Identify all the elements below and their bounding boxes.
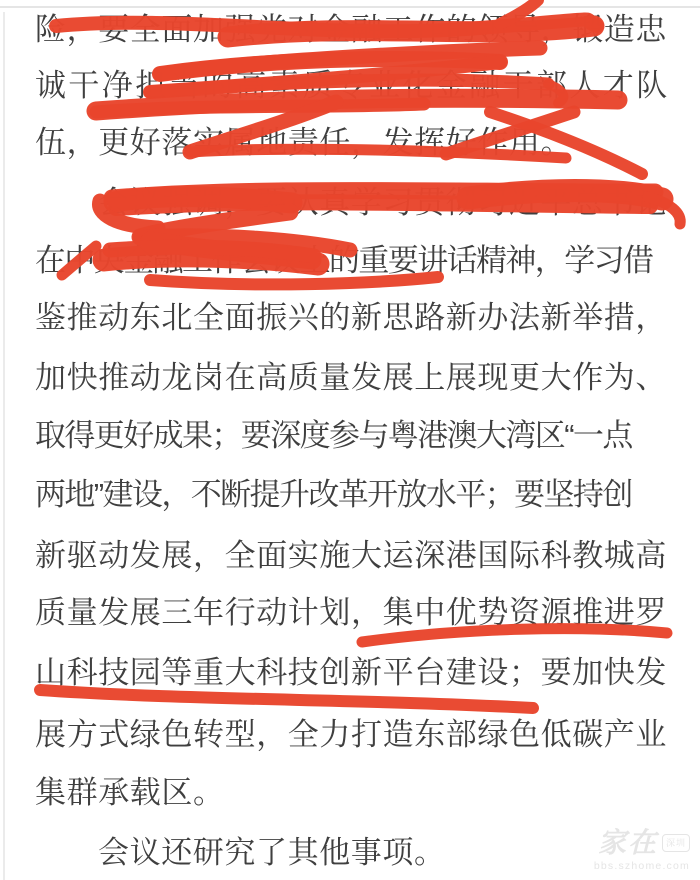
text-line: 两地”建设，不断提升改革开放水平；要坚持创 bbox=[35, 477, 632, 512]
watermark bbox=[594, 828, 690, 872]
text-line: 加快推动龙岗在高质量发展上展现更大作为、 bbox=[35, 360, 667, 395]
watermark-badge: 深圳 bbox=[662, 834, 690, 852]
watermark-site: bbs.szhome.com bbox=[593, 860, 690, 872]
text-line: 险，要全面加强党对金融工作的领导，锻造忠 bbox=[35, 12, 667, 47]
text-line: 诚干净担当的高素质专业化金融干部人才队 bbox=[35, 68, 670, 103]
text-line: 会议强调，要认真学习贯彻习近平总书记 bbox=[98, 185, 667, 220]
text-line: 新驱动发展，全面实施大运深港国际科教城高 bbox=[35, 538, 667, 573]
text-line: 会议还研究了其他事项。 bbox=[98, 835, 446, 870]
text-line: 取得更好成果；要深度参与粤港澳大湾区“一点 bbox=[35, 418, 632, 453]
text-line: 山科技园等重大科技创新平台建设；要加快发 bbox=[35, 655, 667, 690]
text-line: 质量发展三年行动计划，集中优势资源推进罗 bbox=[35, 595, 667, 630]
text-line: 鉴推动东北全面振兴的新思路新办法新举措， bbox=[35, 300, 667, 335]
text-line: 展方式绿色转型，全力打造东部绿色低碳产业 bbox=[35, 717, 667, 752]
text-line: 在中央金融工作会议上的重要讲话精神，学习借 bbox=[35, 243, 653, 278]
text-line: 集群承载区。 bbox=[35, 775, 225, 810]
watermark-brand: 家在 bbox=[597, 827, 658, 858]
text-line: 伍，更好落实属地责任，发挥好作用。 bbox=[35, 125, 573, 160]
